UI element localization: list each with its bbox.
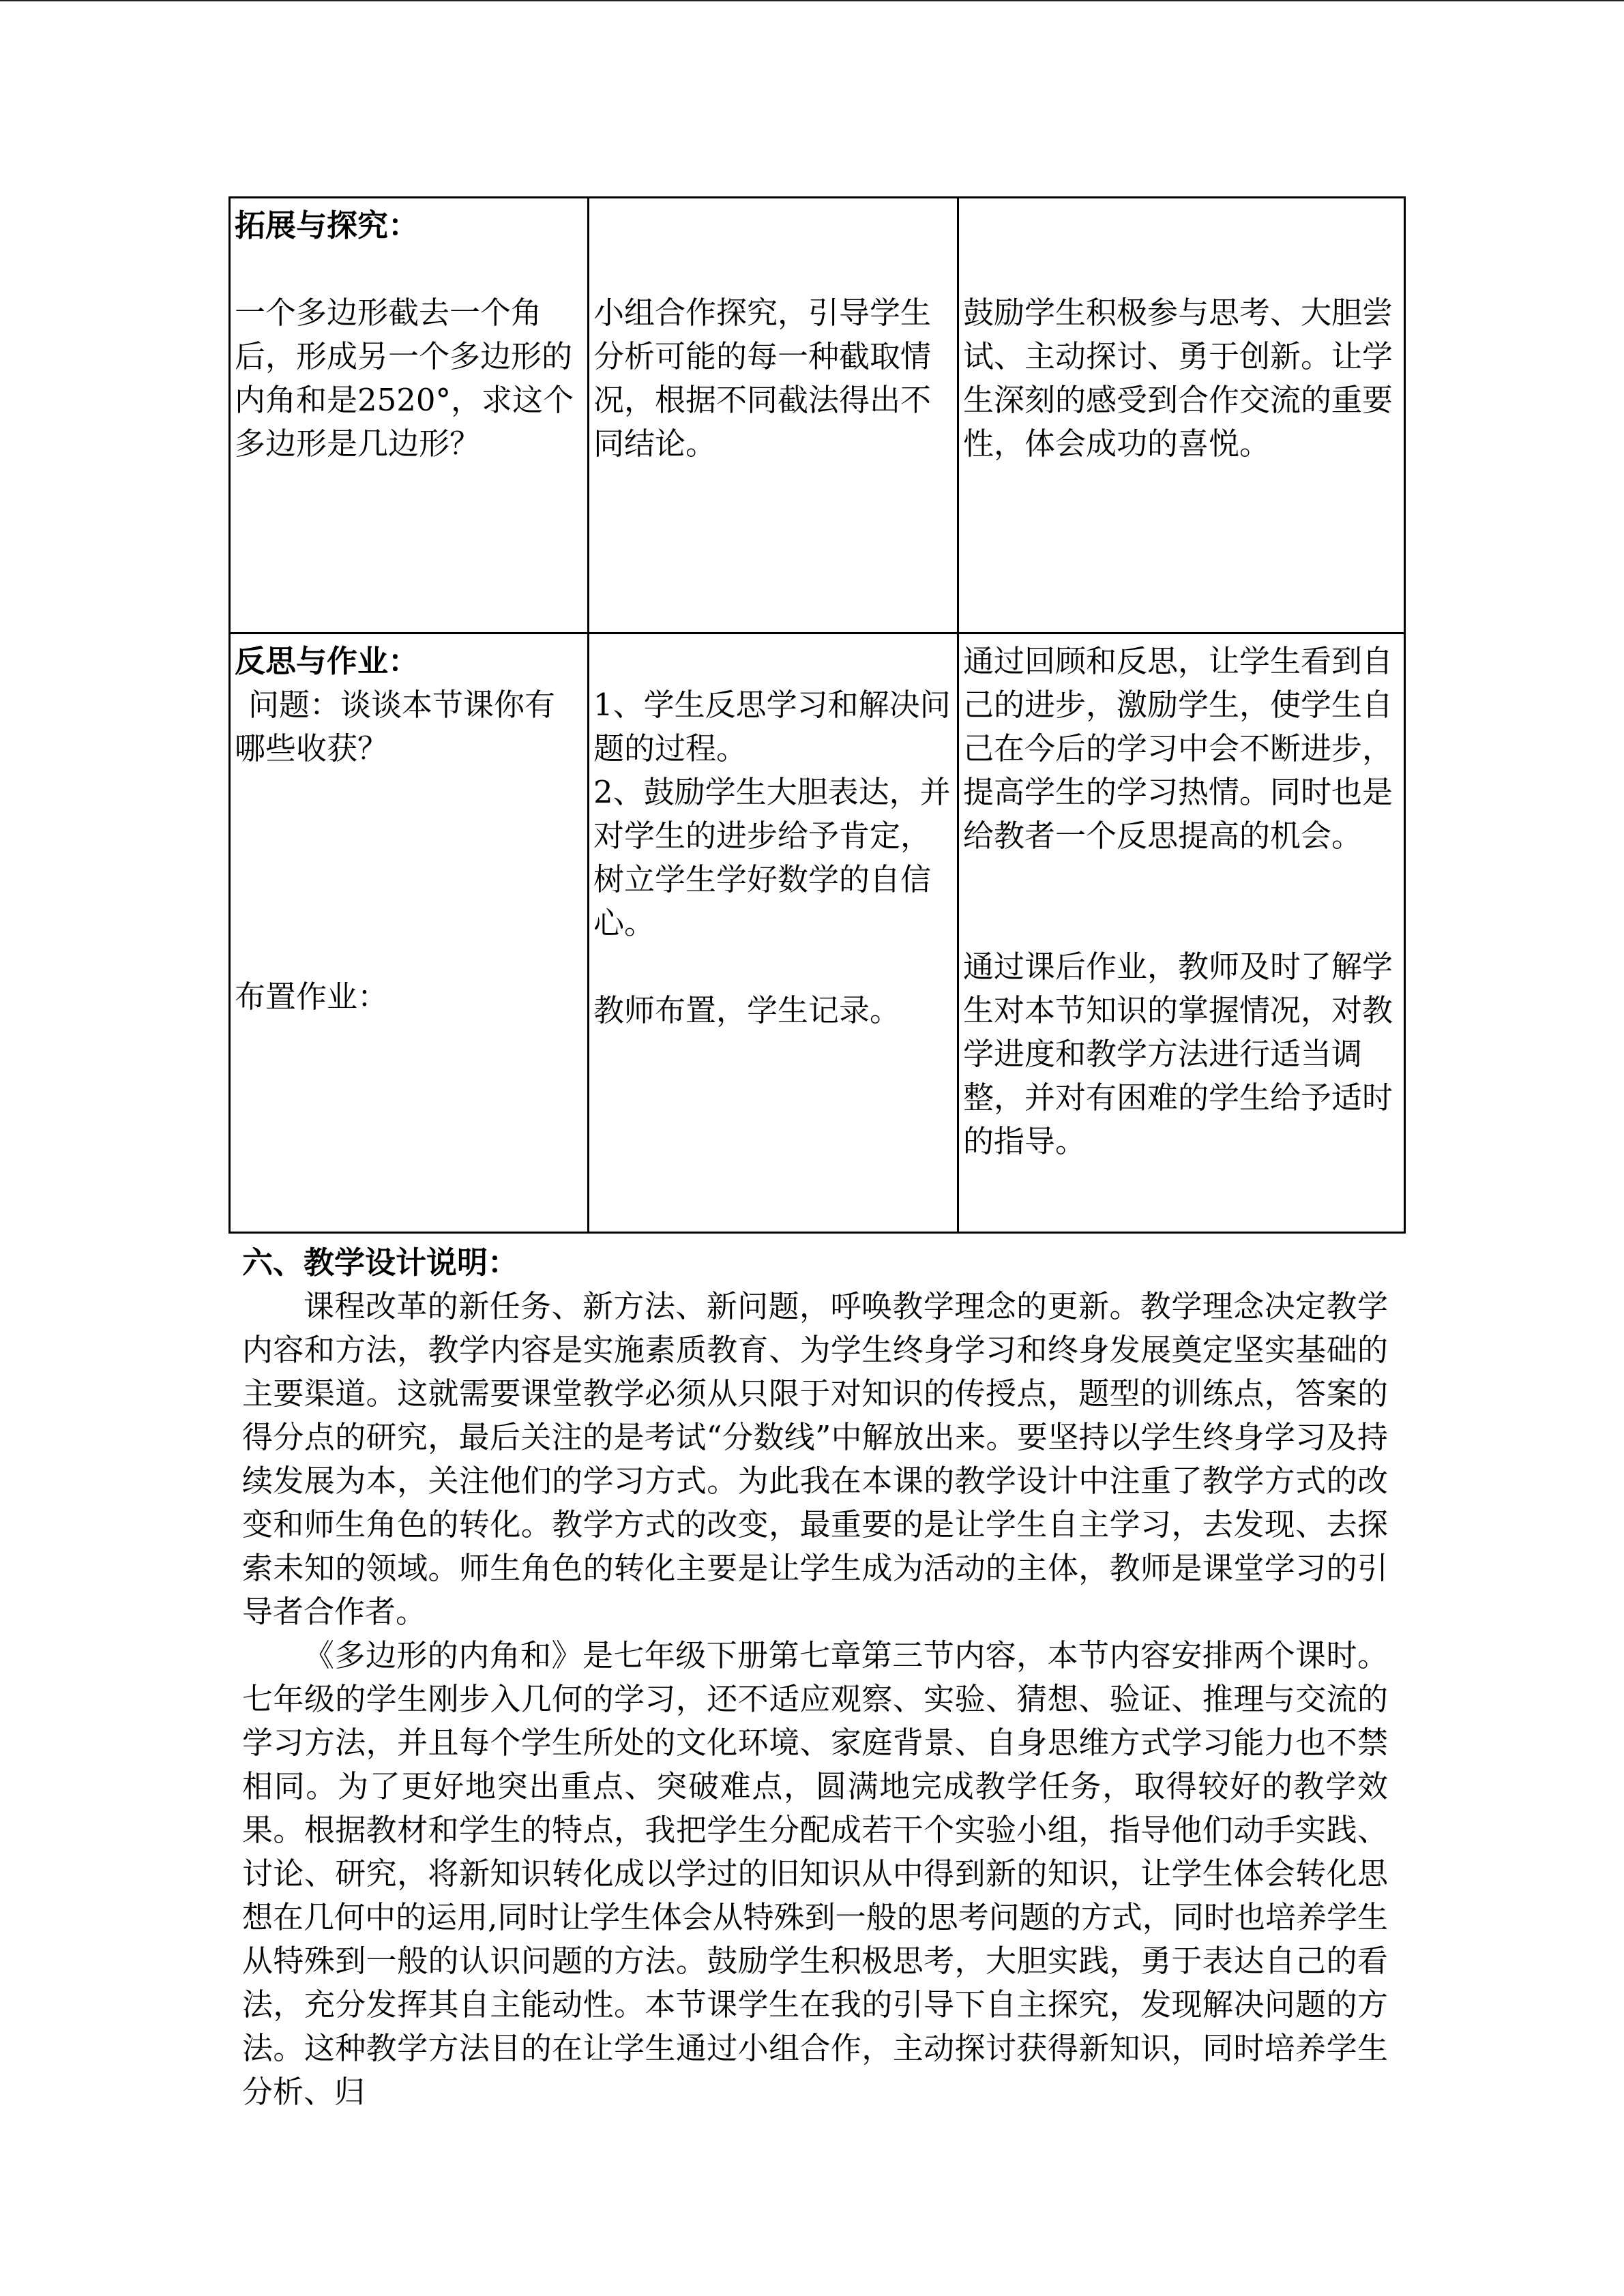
homework-label: 布置作业：: [235, 979, 389, 1015]
extension-title: 拓展与探究：: [235, 207, 419, 243]
homework-activity: 教师布置，学生记录。: [593, 992, 901, 1028]
cell-extension-intent: [958, 198, 1405, 633]
cell-extension-content: [230, 198, 589, 633]
cell-reflection-activity: [589, 633, 958, 1233]
extension-activity: 小组合作探究，引导学生分析可能的每一种截取情况，根据不同截法得出不同结论。: [593, 295, 932, 462]
lesson-table: [228, 196, 1406, 1234]
homework-intent: 通过课后作业，教师及时了解学生对本节知识的掌握情况，对教学进度和教学方法进行适当调整，并对有困难的学生给予适时的指导。: [963, 949, 1393, 1159]
reflection-question: 问题：谈谈本节课你有哪些收获？: [235, 687, 556, 766]
cell-reflection-intent: [958, 633, 1405, 1233]
table-row-reflection: [230, 633, 1405, 1233]
section-heading: 六、教学设计说明：: [242, 1244, 519, 1281]
reflection-title: 反思与作业：: [235, 643, 419, 679]
table-row-extension: [230, 198, 1405, 633]
cell-reflection-content: [230, 633, 589, 1233]
cell-extension-activity: [589, 198, 958, 633]
reflection-intent: 通过回顾和反思，让学生看到自己的进步，激励学生，使学生自己在今后的学习中会不断进步，提高学生的学习热情。同时也是给教者一个反思提高的机会。: [963, 643, 1393, 854]
reflection-activity-1: 1、学生反思学习和解决问题的过程。: [593, 687, 951, 766]
extension-problem: 一个多边形截去一个角后，形成另一个多边形的内角和是2520°，求这个多边形是几边形？: [235, 295, 574, 462]
design-paragraph-1: 课程改革的新任务、新方法、新问题，呼唤教学理念的更新。教学理念决定教学内容和方法，教学内容是实施素质教育、为学生终身学习和终身发展奠定坚实基础的主要渠道。这就需要课堂教学必须从只限于对知识的传授点，题型的训练点，答案的得分点的研究，最后关注的是考试“分数线”中解放出来。要坚持以学生终身学习及持续发展为本，关注他们的学习方式。为此我在本课的教学设计中注重了教学方式的改变和师生角色的转化。教学方式的改变，最重要的是让学生自主学习，去发现、去探索未知的领域。师生角色的转化主要是让学生成为活动的主体，教师是课堂学习的引导者合作者。: [242, 1288, 1388, 1630]
reflection-activity-2: 2、鼓励学生大胆表达，并对学生的进步给予肯定，树立学生学好数学的自信心。: [593, 774, 951, 941]
page-top-border: [0, 0, 1624, 1]
design-notes-section: [242, 1241, 1388, 2114]
extension-intent: 鼓励学生积极参与思考、大胆尝试、主动探讨、勇于创新。让学生深刻的感受到合作交流的重要性，体会成功的喜悦。: [963, 295, 1393, 462]
design-paragraph-2: 《多边形的内角和》是七年级下册第七章第三节内容，本节内容安排两个课时。七年级的学生刚步入几何的学习，还不适应观察、实验、猜想、验证、推理与交流的学习方法，并且每个学生所处的文化环境、家庭背景、自身思维方式学习能力也不禁相同。为了更好地突出重点、突破难点，圆满地完成教学任务，取得较好的教学效果。根据教材和学生的特点，我把学生分配成若干个实验小组，指导他们动手实践、讨论、研究，将新知识转化成以学过的旧知识从中得到新的知识，让学生体会转化思想在几何中的运用,同时让学生体会从特殊到一般的思考问题的方式，同时也培养学生从特殊到一般的认识问题的方法。鼓励学生积极思考，大胆实践，勇于表达自己的看法，充分发挥其自主能动性。本节课学生在我的引导下自主探究，发现解决问题的方法。这种教学方法目的在让学生通过小组合作，主动探讨获得新知识，同时培养学生分析、归: [242, 1637, 1388, 2110]
